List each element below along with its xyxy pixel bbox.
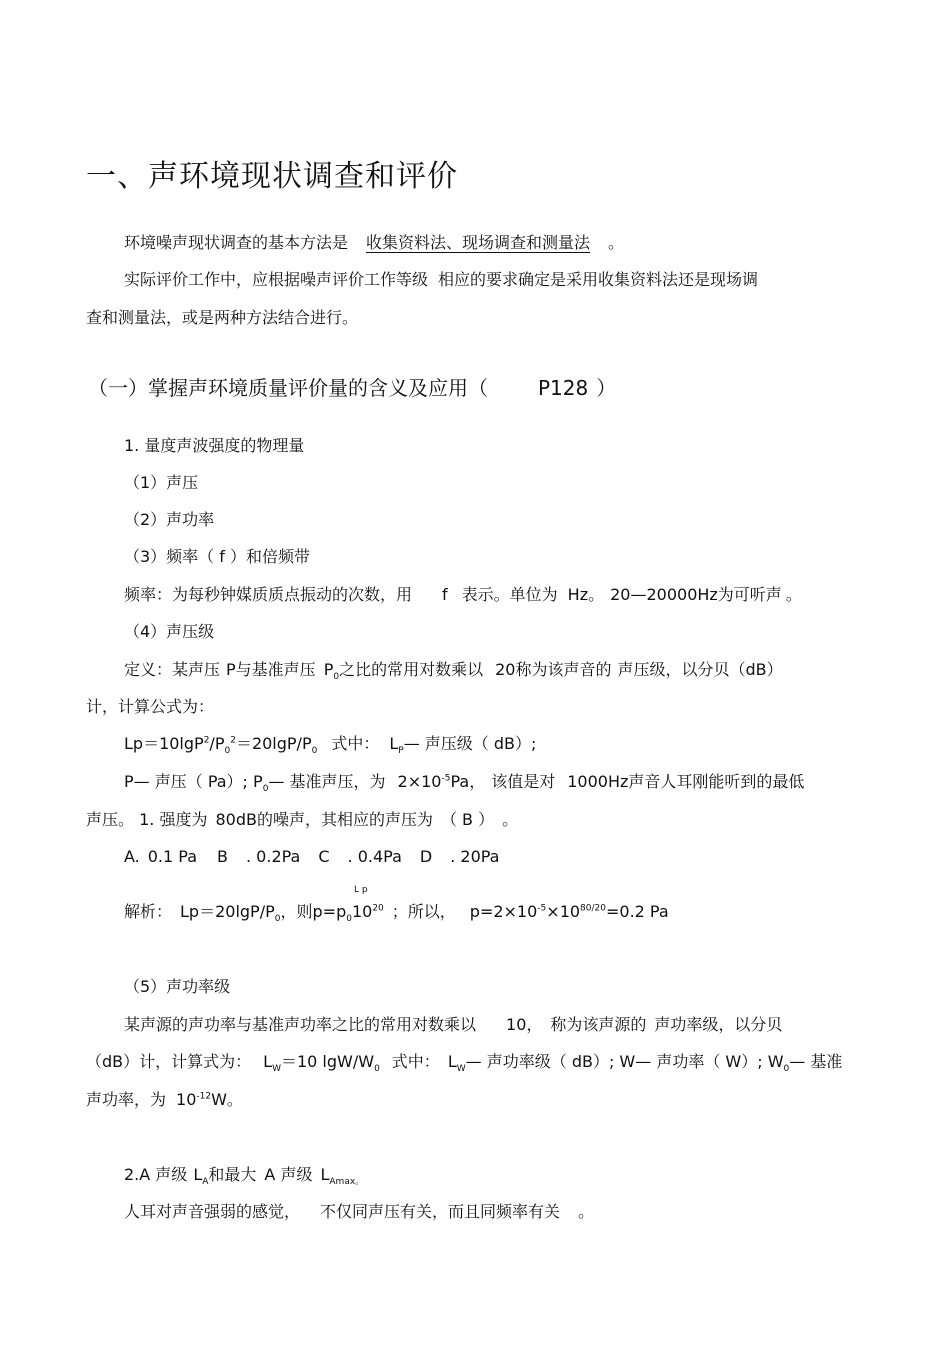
text: 声音人耳刚能听到的最低 bbox=[628, 772, 805, 791]
text: 解析： bbox=[124, 902, 173, 921]
option-d-label: D bbox=[419, 847, 433, 866]
superscript: 20 bbox=[372, 903, 384, 914]
text: ×10 bbox=[546, 902, 581, 921]
text: 式中： bbox=[331, 734, 380, 753]
item-sound-pressure: （1）声压 bbox=[124, 473, 199, 492]
text: 和最大 bbox=[208, 1165, 257, 1184]
subscript: 0 bbox=[274, 914, 281, 925]
exponent-stack bbox=[351, 885, 384, 923]
paragraph-power-def-line3 bbox=[86, 1089, 243, 1111]
text: 20—20000Hz bbox=[610, 585, 718, 604]
option-b-label: B bbox=[217, 847, 228, 866]
paragraph-practice-line1 bbox=[124, 269, 758, 291]
text: 1000Hz bbox=[567, 772, 629, 791]
text: 声功率级 bbox=[654, 1015, 719, 1034]
subscript: W bbox=[272, 1064, 281, 1075]
text: 称为该声源的 bbox=[550, 1015, 647, 1034]
item-a-weighted-level bbox=[124, 1164, 364, 1186]
paragraph-survey-methods bbox=[124, 232, 624, 254]
superscript: 2 bbox=[230, 735, 236, 746]
exponent-numerator: L p bbox=[353, 885, 368, 895]
item-spl: （4）声压级 bbox=[124, 622, 215, 641]
text: 。 bbox=[785, 585, 802, 604]
text: p=2×10 bbox=[469, 902, 538, 921]
text: — 基准声压，为 bbox=[268, 772, 386, 791]
subscript: 0 bbox=[262, 784, 269, 795]
text: ，以分贝（dB） bbox=[665, 660, 783, 679]
superscript: -12 bbox=[196, 1091, 212, 1102]
text: ） bbox=[596, 376, 617, 400]
section-heading: 一、声环境现状调查和评价 bbox=[86, 159, 458, 194]
text: 表示。单位为 bbox=[461, 585, 558, 604]
text: （dB）计，计算式为： bbox=[86, 1052, 252, 1071]
text: P— 声压（ Pa）; P bbox=[124, 772, 263, 791]
paragraph-pressure-def-line2 bbox=[86, 809, 518, 831]
text: 。 bbox=[608, 233, 625, 252]
text: 实际评价工作中，应根据 bbox=[124, 270, 301, 289]
text: P bbox=[226, 660, 236, 679]
subscript: Amax。 bbox=[329, 1177, 365, 1188]
subscript: 0 bbox=[374, 1064, 380, 1075]
subscript: 0 bbox=[224, 746, 231, 757]
text: 频率：为每秒钟媒质质点振动的次数，用 bbox=[124, 585, 413, 604]
text: ＝20lgP/P bbox=[235, 734, 312, 753]
text: 不仅同声压有关，而且同频率有关 bbox=[320, 1202, 561, 1221]
text: W。 bbox=[211, 1090, 243, 1109]
subsection-heading bbox=[88, 374, 616, 402]
text: f bbox=[442, 585, 448, 604]
text: 声压。 1. 强度为 bbox=[86, 810, 208, 829]
text: 20 bbox=[495, 660, 516, 679]
paragraph-spl-def-line1 bbox=[124, 659, 783, 681]
superscript: -5 bbox=[537, 903, 547, 914]
superscript: -5 bbox=[441, 773, 451, 784]
subscript: 0 bbox=[346, 914, 352, 925]
text: L bbox=[193, 1165, 203, 1184]
text: 相应的要求确定是采用收集资料法还是现场调 bbox=[438, 270, 759, 289]
text: 10， bbox=[506, 1015, 543, 1034]
paragraph-practice-line2: 查和测量法，或是两种方法结合进行。 bbox=[86, 308, 359, 327]
text: Lp＝20lgP/P bbox=[180, 902, 275, 921]
text: L bbox=[389, 734, 399, 753]
text: （一）掌握声环境质量评价量的含义及应用（ bbox=[88, 376, 488, 400]
option-c-value: . 0.4Pa bbox=[347, 847, 402, 866]
option-a-value: 0.1 Pa bbox=[147, 847, 198, 866]
text: 人耳对声音强弱的感觉， bbox=[124, 1202, 301, 1221]
text: — 基准 bbox=[789, 1052, 843, 1071]
underlined-answer: 收集资料法、现场调查和测量法 bbox=[366, 233, 591, 252]
text: ＝10 lgW/W bbox=[280, 1052, 375, 1071]
text: A 声级 bbox=[264, 1165, 313, 1184]
text: Hz。 bbox=[567, 585, 605, 604]
text: 的噪声，其相应的声压为 bbox=[256, 810, 433, 829]
text: 式中： bbox=[391, 1052, 440, 1071]
item-sound-power: （2）声功率 bbox=[124, 510, 215, 529]
subscript: 0 bbox=[311, 746, 318, 757]
subscript: 0 bbox=[333, 672, 340, 683]
text: 该值是对 bbox=[491, 772, 556, 791]
text: ，以分贝 bbox=[718, 1015, 783, 1034]
text: =0.2 Pa bbox=[605, 902, 669, 921]
text: 之比的常用对数乘以 bbox=[339, 660, 484, 679]
text: P bbox=[323, 660, 334, 679]
text: 为可听声 bbox=[717, 585, 782, 604]
text: 噪声评价工作等级 bbox=[300, 270, 429, 289]
text: Lp＝10lgP bbox=[124, 734, 204, 753]
text: 2.A 声级 bbox=[124, 1165, 188, 1184]
paragraph-perception bbox=[124, 1201, 594, 1223]
text: Pa， bbox=[450, 772, 486, 791]
answer-choice: （ B ） bbox=[440, 810, 495, 829]
text: 称为该声音的 bbox=[515, 660, 612, 679]
answer-options bbox=[124, 846, 499, 868]
text: 10 bbox=[176, 1090, 197, 1109]
text: — 声压级（ dB）; bbox=[403, 734, 537, 753]
option-a-label: A. bbox=[124, 847, 140, 866]
paragraph-frequency-def bbox=[124, 584, 802, 606]
option-d-value: . 20Pa bbox=[450, 847, 500, 866]
text: /P bbox=[209, 734, 225, 753]
subscript: A bbox=[202, 1177, 209, 1188]
subscript: 0 bbox=[783, 1064, 790, 1075]
text: 10 bbox=[351, 902, 373, 921]
text: 声压级 bbox=[617, 660, 666, 679]
option-c-label: C bbox=[318, 847, 330, 866]
subscript: P bbox=[398, 746, 404, 757]
text: — 声功率级（ dB）; W— 声功率（ W）; W bbox=[465, 1052, 784, 1071]
subscript: W bbox=[456, 1064, 466, 1075]
page-reference: P128 bbox=[538, 376, 589, 400]
item-frequency: （3）频率（ f ）和倍频带 bbox=[124, 547, 310, 566]
text: 。 bbox=[502, 810, 519, 829]
text: 某声源的声功率与基准声功率之比的常用对数乘以 bbox=[124, 1015, 477, 1034]
option-b-value: . 0.2Pa bbox=[246, 847, 301, 866]
formula-spl bbox=[124, 733, 536, 755]
text: p=p bbox=[312, 902, 347, 921]
text: 80dB bbox=[215, 810, 257, 829]
text: L bbox=[263, 1052, 273, 1071]
text: 与基准声压 bbox=[235, 660, 316, 679]
text: L bbox=[447, 1052, 457, 1071]
superscript: 80/20 bbox=[580, 903, 606, 914]
text: 。 bbox=[578, 1202, 595, 1221]
text: 定义：某声压 bbox=[124, 660, 221, 679]
paragraph-power-def-line2 bbox=[86, 1051, 842, 1073]
text: ；所以， bbox=[391, 902, 456, 921]
text: ，则 bbox=[280, 902, 313, 921]
text: 2×10 bbox=[397, 772, 442, 791]
text: L bbox=[320, 1165, 330, 1184]
paragraph-pressure-def-line1 bbox=[124, 771, 804, 793]
item-physical-quantities: 1. 量度声波强度的物理量 bbox=[124, 436, 305, 455]
paragraph-power-def-line1 bbox=[124, 1014, 782, 1036]
text: 环境噪声现状调查的基本方法是 bbox=[124, 233, 349, 252]
text: 声功率，为 bbox=[86, 1090, 167, 1109]
item-power-level: （5）声功率级 bbox=[124, 977, 231, 996]
paragraph-spl-def-line2: 计，计算公式为： bbox=[86, 697, 215, 716]
superscript: 2 bbox=[203, 735, 210, 746]
solution-line bbox=[124, 885, 669, 925]
